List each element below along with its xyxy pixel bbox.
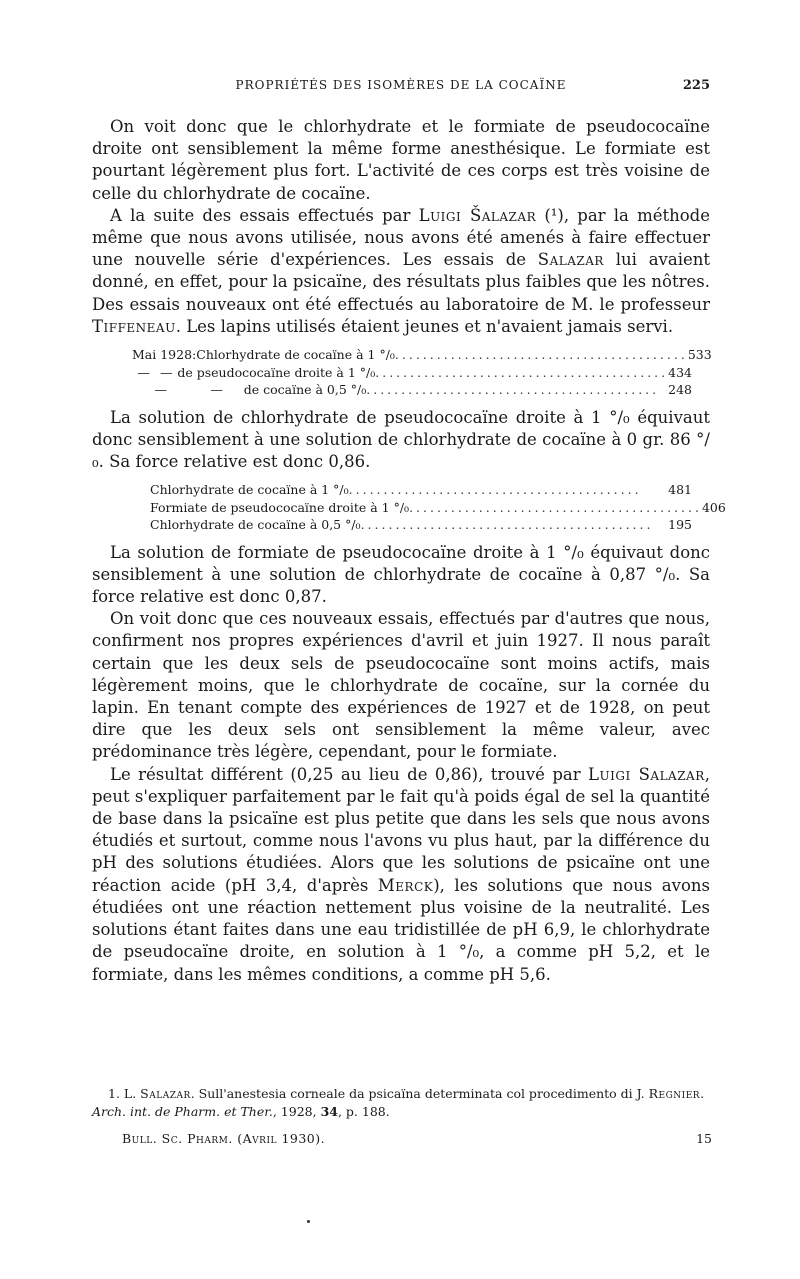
table-row [132,381,692,399]
footnote-ref: (¹) [536,205,564,225]
table-value: 248 [668,382,692,398]
table-row [132,364,692,382]
p6-text-3: ), les solutions que nous avons étudiées ont une réaction nettement plus voisine de la neutralité. Les solutions étant faites dans une eau tridistillée de pH 6,9, le chlorhydrate de pseudocaïne droite, en solution à 1 °/₀, a comme pH 5,2, et le formiate, dans les mêmes conditions, a comme pH 5,6. [92,875,710,984]
p2-text-1: A la suite des essais effectués par [110,205,419,225]
leader-dots: .......................................... [394,347,688,363]
table-row [150,499,726,517]
paragraph-1: On voit donc que le chlorhydrate et le formiate de pseudococaïne droite ont sensiblement la même forme anesthésique. Le formiate est pourtant légèrement plus fort. L'activité de ces corps est très voisine de celle du chlorhydrate de cocaïne. [92,117,710,203]
table-cell: — [210,382,223,398]
table-row [132,346,712,364]
author-name: Regnier [648,1086,701,1101]
journal-title: Arch. int. de Pharm. et Ther. [92,1104,273,1119]
leader-dots: .......................................... [348,482,642,498]
print-mark [307,1220,310,1223]
paragraph-6 [92,764,710,986]
table-cell: Chlorhydrate de cocaïne à 1 °/₀ [150,482,349,498]
leader-dots: .......................................... [360,517,654,533]
running-title: PROPRIÉTÉS DES ISOMÈRES DE LA COCAÏNE [235,78,567,92]
footnote-part: . Sull'anestesia corneale da psicaïna determinata col procedimento di J. [190,1086,649,1101]
p6-text-1: Le résultat différent (0,25 au lieu de 0,86), trouvé par [110,764,589,784]
paragraph-4: La solution de formiate de pseudococaïne droite à 1 °/₀ équivaut donc sensiblement à une solution de chlorhydrate de cocaïne à 0,87 °/₀. Sa force relative est donc 0,87. [92,542,710,607]
author-name: Luigi Salazar [588,764,705,784]
footnote-number: 1. L. [108,1086,141,1101]
results-table-2 [150,481,726,534]
table-value: 481 [668,482,692,498]
table-row [150,481,692,499]
footnote [92,1085,710,1121]
leader-dots: .......................................... [366,382,660,398]
volume-number: 34 [320,1104,338,1119]
paragraph-5: On voit donc que ces nouveaux essais, effectués par d'autres que nous, confirment nos propres expériences d'avril et juin 1927. Il nous paraît certain que les deux sels de pseudococaïne sont moins actifs, mais légèrement moins, que le chlorhydrate de cocaïne, sur la cornée du lapin. En tenant compte des expériences de 1927 et de 1928, on peut dire que les deux sels ont sensiblement la même valeur, avec prédominance très légère, cependant, pour le formiate. [92,609,710,762]
table-cell: Mai 1928 [132,347,193,363]
signature-number: 15 [696,1131,712,1146]
author-name: Tiffeneau [92,316,176,336]
table-cell: de cocaïne à 0,5 °/₀ [243,382,367,398]
main-text [92,116,726,986]
table-cell: — [154,382,167,398]
table-cell: Chlorhydrate de cocaïne à 1 °/₀ [196,347,395,363]
table-row [150,516,692,534]
leader-dots: .......................................... [409,499,702,515]
paragraph-3: La solution de chlorhydrate de pseudococaïne droite à 1 °/₀ équivaut donc sensiblement à une solution de chlorhydrate de cocaïne à 0 gr. 86 °/₀. Sa force relative est donc 0,86. [92,407,710,471]
table-value: 406 [701,499,726,515]
paragraph-2 [92,205,710,338]
table-cell: de pseudococaïne droite à 1 °/₀ [177,364,376,380]
table-cell: : [192,347,197,363]
footnote-part: . [700,1086,705,1101]
p6-text-2: , peut s'expliquer parfaitement par le fait qu'à poids égal de sel la quantité de base dans la psicaïne est plus petite que dans les sels que nous avons étudiés et surtout, comme nous l'avons vu plus haut, par la différence du pH des solutions étudiées. Alors que les solutions de psicaïne ont une réaction acide (pH 3,4, d'après [92,764,710,895]
table-value: 195 [668,517,692,533]
results-table-1 [132,346,712,399]
p2-text-2: , par la méthode même que nous avons utilisée, nous avons été amenés à faire effectuer une nouvelle série d'expériences. Les essais de [92,205,711,270]
table-cell: Formiate de pseudococaïne droite à 1 °/₀ [150,499,410,515]
table-value: 434 [668,364,692,380]
footnote-part: , 1928, [272,1104,321,1119]
author-name: Luigi Šalazar [418,205,537,225]
table-cell: — [137,364,150,380]
p2-text-4: . Les lapins utilisés étaient jeunes et n'avaient jamais servi. [175,316,674,336]
table-cell: Chlorhydrate de cocaïne à 0,5 °/₀ [150,517,361,533]
table-cell: — [160,364,173,380]
company-name: Merck [377,875,434,895]
running-header [92,78,710,102]
signature-line [122,1131,712,1146]
table-value: 533 [687,347,712,363]
bulletin-signature: Bull. Sc. Pharm. (Avril 1930). [122,1131,326,1146]
page-number: 225 [682,78,710,93]
p2-text-3: lui avaient donné, en effet, pour la psicaïne, des résultats plus faibles que les nôtres. Des essais nouveaux ont été effectués au laboratoire de M. le professeur [92,250,710,314]
leader-dots: .......................................... [375,364,669,380]
author-name: Salazar [140,1086,191,1101]
footnote-part: , p. 188. [337,1104,390,1119]
footnote-text [92,1085,710,1121]
author-name: Salazar [537,250,604,270]
